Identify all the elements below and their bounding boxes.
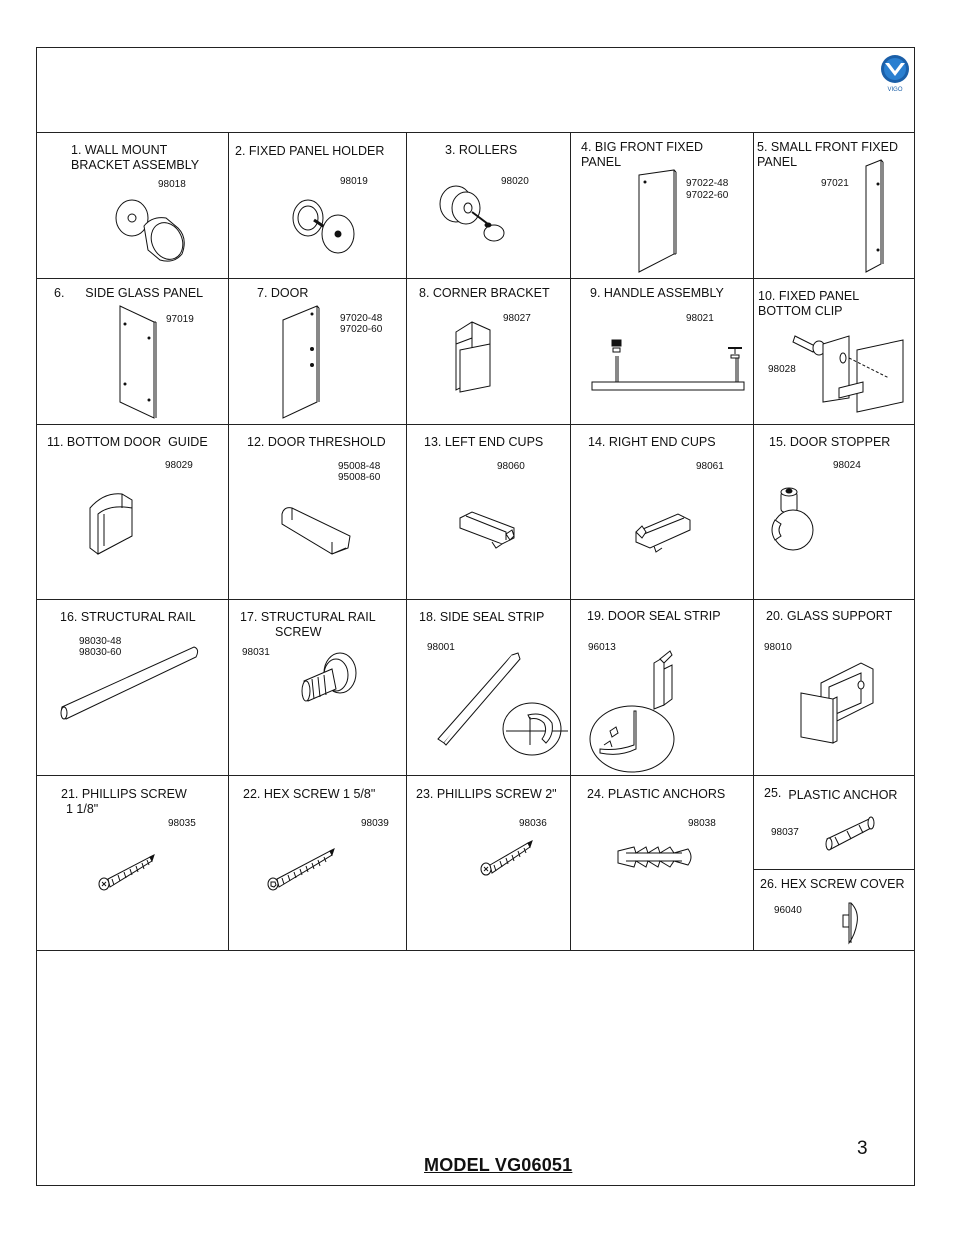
part-number: 97021: [821, 178, 849, 189]
part-cell-25: [753, 775, 915, 869]
part-title: 19. DOOR SEAL STRIP: [587, 609, 721, 623]
part-number: 96040: [774, 905, 802, 916]
hex-screw-cover-icon: [753, 869, 915, 950]
part-cell-21: [36, 775, 228, 950]
rollers-icon: [406, 132, 570, 278]
part-cell-9: [570, 278, 753, 424]
part-number: 96013: [588, 642, 616, 653]
part-title: 6. SIDE GLASS PANEL: [54, 286, 204, 300]
part-title: 13. LEFT END CUPS: [424, 435, 544, 449]
part-cell-20: [753, 599, 915, 775]
part-number: 98031: [242, 647, 270, 658]
plastic-anchors-icon: [570, 775, 753, 950]
part-cell-12: [228, 424, 406, 599]
part-title: 26. HEX SCREW COVER: [760, 877, 905, 891]
part-cell-26: [753, 869, 915, 950]
part-title: 9. HANDLE ASSEMBLY: [590, 286, 724, 300]
vigo-logo: [879, 54, 913, 94]
hex-screw-icon: [228, 775, 406, 950]
part-cell-18: [406, 599, 570, 775]
part-cell-5: [753, 132, 915, 278]
part-title: 12. DOOR THRESHOLD: [247, 435, 386, 449]
part-cell-13: [406, 424, 570, 599]
door-seal-strip-icon: [570, 599, 753, 775]
small-front-fixed-panel-icon: [753, 132, 915, 278]
part-number: 98024: [833, 460, 861, 471]
side-seal-strip-icon: [406, 599, 570, 775]
part-cell-23: [406, 775, 570, 950]
part-cell-4: [570, 132, 753, 278]
part-number: 98030-60: [79, 647, 122, 658]
part-cell-16: [36, 599, 228, 775]
part-cell-22: [228, 775, 406, 950]
part-number: 98021: [686, 313, 714, 324]
part-number: 98020: [501, 176, 529, 187]
part-number: 97020-60: [340, 324, 383, 335]
part-cell-7: [228, 278, 406, 424]
part-number: 98018: [158, 179, 186, 190]
part-number: 98035: [168, 818, 196, 829]
part-number: 98010: [764, 642, 792, 653]
part-title: 7. DOOR: [257, 286, 309, 300]
part-number: 98029: [165, 460, 193, 471]
part-title: 18. SIDE SEAL STRIP: [419, 610, 545, 624]
corner-bracket-icon: [406, 278, 570, 424]
part-number: 95008-48: [338, 461, 381, 472]
bottom-door-guide-icon: [36, 424, 228, 599]
part-number: 98030-48: [79, 636, 122, 647]
big-front-fixed-panel-icon: [570, 132, 753, 278]
part-title: 1. WALL MOUNT BRACKET ASSEMBLY: [71, 143, 200, 172]
part-cell-2: [228, 132, 406, 278]
part-cell-11: [36, 424, 228, 599]
part-number: 98037: [771, 827, 799, 838]
left-end-cups-icon: [406, 424, 570, 599]
page-number: 3: [857, 1138, 868, 1159]
wall-mount-bracket-icon: [36, 132, 228, 278]
part-number: 97022-60: [686, 190, 729, 201]
part-title: 17. STRUCTURAL RAIL SCREW: [240, 610, 376, 639]
part-title: 22. HEX SCREW 1 5/8": [243, 787, 376, 801]
part-number: 98036: [519, 818, 547, 829]
part-title: 25. PLASTIC ANCHOR: [764, 786, 898, 802]
part-number: 97020-48: [340, 313, 383, 324]
part-title: 23. PHILLIPS SCREW 2": [416, 787, 557, 801]
part-cell-19: [570, 599, 753, 775]
part-number: 98060: [497, 461, 525, 472]
handle-assembly-icon: [570, 278, 753, 424]
part-number: 98027: [503, 313, 531, 324]
door-icon: [228, 278, 406, 424]
part-title: 20. GLASS SUPPORT: [766, 609, 893, 623]
part-number: 98028: [768, 364, 796, 375]
part-title: 3. ROLLERS: [445, 143, 518, 157]
part-title: 8. CORNER BRACKET: [419, 286, 550, 300]
part-title: 14. RIGHT END CUPS: [588, 435, 716, 449]
part-number: 97019: [166, 314, 194, 325]
part-title: 10. FIXED PANEL BOTTOM CLIP: [758, 289, 860, 318]
part-cell-15: [753, 424, 915, 599]
part-title: 5. SMALL FRONT FIXED PANEL: [757, 140, 899, 169]
part-title: 4. BIG FRONT FIXED PANEL: [581, 140, 704, 169]
door-threshold-icon: [228, 424, 406, 599]
part-title: 24. PLASTIC ANCHORS: [587, 787, 726, 801]
part-title: 16. STRUCTURAL RAIL: [60, 610, 196, 624]
part-number: 98001: [427, 642, 455, 653]
part-cell-8: [406, 278, 570, 424]
part-number: 95008-60: [338, 472, 381, 483]
part-number: 98039: [361, 818, 389, 829]
part-cell-14: [570, 424, 753, 599]
part-cell-17: [228, 599, 406, 775]
part-number: 98019: [340, 176, 368, 187]
part-title: 2. FIXED PANEL HOLDER: [235, 144, 385, 158]
part-number: 97022-48: [686, 178, 729, 189]
part-cell-3: [406, 132, 570, 278]
fixed-panel-holder-icon: [228, 132, 406, 278]
grid-line: [36, 950, 915, 951]
structural-rail-icon: [36, 599, 228, 775]
structural-rail-screw-icon: [228, 599, 406, 775]
door-stopper-icon: [753, 424, 915, 599]
part-title: 21. PHILLIPS SCREW 1 1/8": [61, 787, 187, 816]
phillips-screw-2-icon: [406, 775, 570, 950]
part-cell-10: [753, 278, 915, 424]
part-number: 98061: [696, 461, 724, 472]
logo-text: VIGO: [887, 87, 903, 93]
glass-support-icon: [753, 599, 915, 775]
phillips-screw-icon: [36, 775, 228, 950]
fixed-panel-bottom-clip-icon: [753, 278, 915, 424]
part-number: 98038: [688, 818, 716, 829]
part-cell-24: [570, 775, 753, 950]
side-glass-panel-icon: [36, 278, 228, 424]
plastic-anchor-icon: [753, 775, 915, 869]
right-end-cups-icon: [570, 424, 753, 599]
part-cell-1: [36, 132, 228, 278]
model-title: MODEL VG06051: [424, 1155, 573, 1175]
part-cell-6: [36, 278, 228, 424]
part-title: 11. BOTTOM DOOR GUIDE: [47, 435, 208, 449]
part-title: 15. DOOR STOPPER: [769, 435, 891, 449]
